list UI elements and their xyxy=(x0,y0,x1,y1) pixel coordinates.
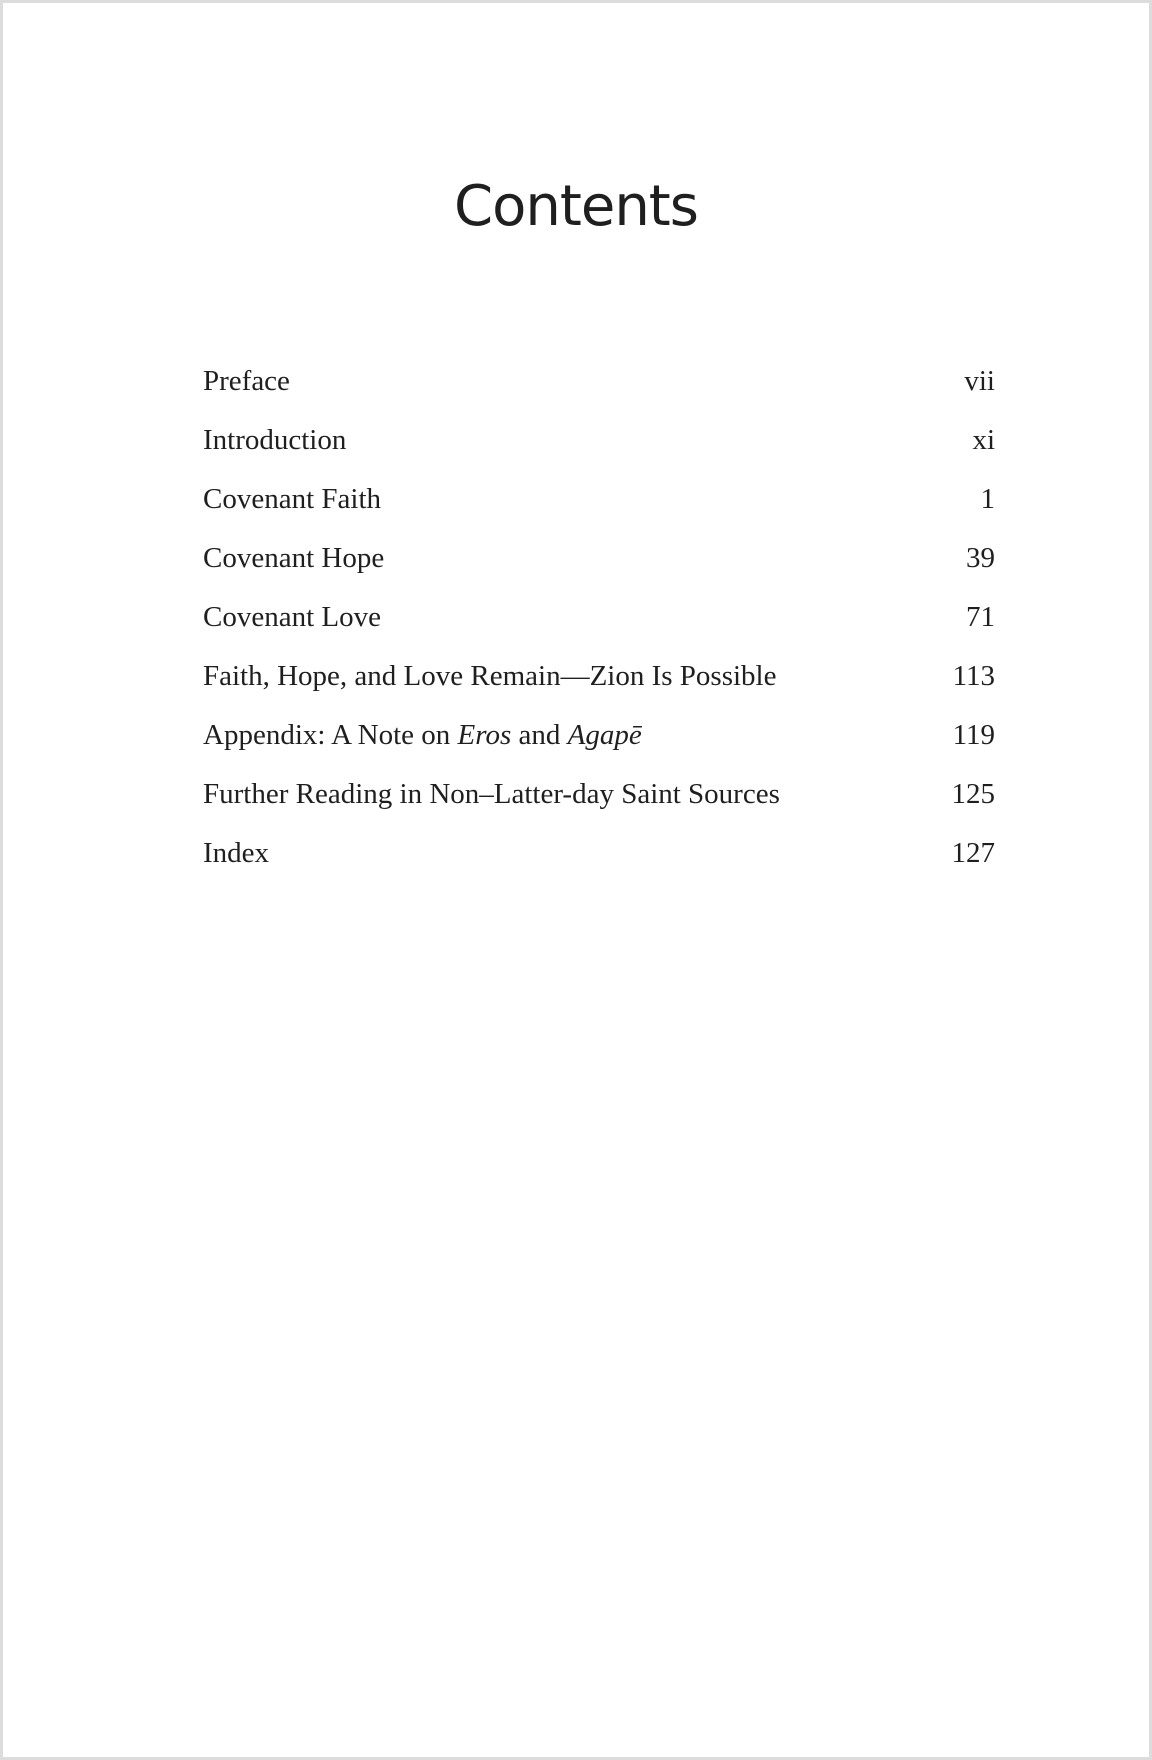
toc-entry-page: xi xyxy=(972,424,995,456)
toc-entry-page: 71 xyxy=(966,601,995,633)
toc-entry-title: Preface xyxy=(203,365,290,397)
toc-entry-title: Covenant Hope xyxy=(203,542,385,574)
toc-entry[interactable] xyxy=(203,660,995,719)
toc-entry-page: 39 xyxy=(966,542,995,574)
toc-entry-title: Further Reading in Non–Latter-day Saint Sources xyxy=(203,778,780,810)
toc-entry-title: Covenant Faith xyxy=(203,483,382,515)
toc-entry-title: Covenant Love xyxy=(203,601,381,633)
toc-entry-page: 119 xyxy=(952,719,995,751)
toc-entry[interactable] xyxy=(203,365,995,424)
toc-entry-page: 1 xyxy=(980,483,995,515)
toc-entry-page: 127 xyxy=(951,837,995,869)
toc-entry-page: vii xyxy=(964,365,995,397)
toc-entry[interactable] xyxy=(203,542,995,601)
page-title: Contents xyxy=(454,174,698,239)
toc-entry[interactable] xyxy=(203,424,995,483)
toc-entry[interactable] xyxy=(203,483,995,542)
toc-entry-title xyxy=(203,719,642,752)
toc-entry-page: 125 xyxy=(951,778,995,810)
toc-entry-title: Index xyxy=(203,837,270,869)
toc-entry-title: Faith, Hope, and Love Remain—Zion Is Possible xyxy=(203,660,777,692)
toc-entry-title: Introduction xyxy=(203,424,347,456)
toc-entry[interactable] xyxy=(203,601,995,660)
toc-entry-title-prefix: Appendix: A Note on xyxy=(203,719,458,751)
toc-entry-title-italic: Agapē xyxy=(567,719,642,751)
table-of-contents xyxy=(203,365,995,896)
toc-entry[interactable] xyxy=(203,837,995,896)
toc-entry[interactable] xyxy=(203,719,995,778)
toc-entry-title-italic: Eros xyxy=(457,719,512,751)
toc-entry[interactable] xyxy=(203,778,995,837)
toc-entry-page: 113 xyxy=(952,660,995,692)
toc-entry-title-mid: and xyxy=(511,719,568,751)
